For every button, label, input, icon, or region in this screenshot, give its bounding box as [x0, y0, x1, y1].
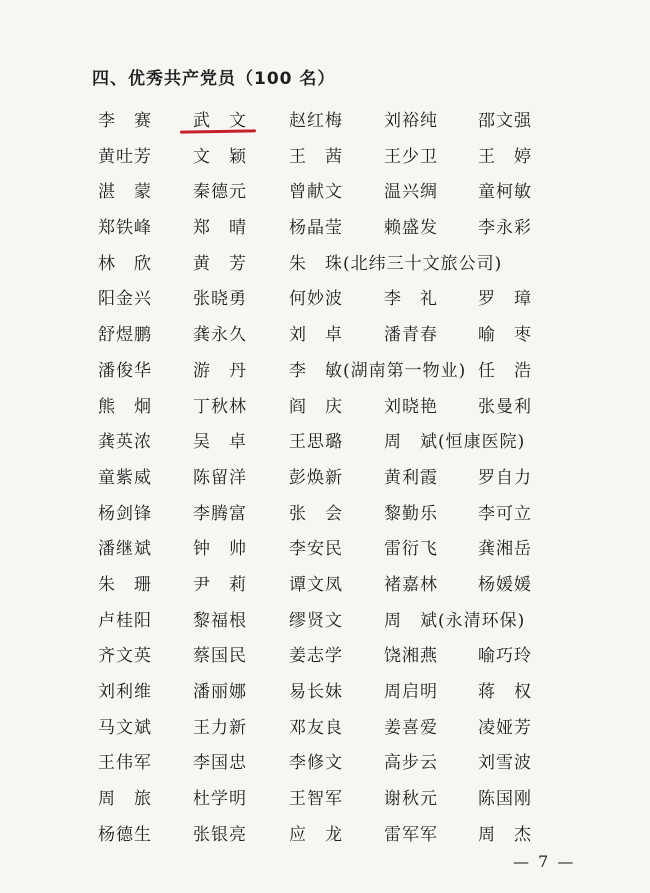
member-name: 王思璐 [289, 432, 343, 453]
member-name: 阳金兴 [98, 289, 152, 310]
member-name: 潘丽娜 [193, 682, 247, 702]
name-row [0, 814, 650, 850]
member-name: 谭文凤 [289, 574, 343, 595]
name-row [0, 707, 650, 743]
member-name: 赖盛发 [384, 218, 438, 239]
member-name: 童柯敏 [478, 182, 532, 203]
member-name: 温兴绸 [384, 182, 438, 203]
member-name: 任 浩 [478, 360, 532, 381]
member-name: 杨晶莹 [289, 218, 343, 239]
name-row [0, 171, 650, 207]
name-row [0, 421, 650, 457]
member-name: 黄吐芳 [98, 146, 152, 167]
member-name: 周 斌(永清环保) [384, 610, 526, 631]
member-name: 何妙波 [289, 289, 343, 310]
member-name: 龚永久 [193, 325, 247, 346]
member-name: 彭焕新 [289, 467, 343, 488]
member-name: 赵红梅 [289, 111, 343, 131]
name-row [0, 671, 650, 707]
member-name: 应 龙 [289, 824, 343, 845]
member-name: 雷军军 [384, 824, 438, 845]
name-row [0, 778, 650, 814]
member-name: 谢秋元 [384, 789, 438, 810]
member-name: 曾献文 [289, 182, 343, 203]
member-name: 刘 卓 [289, 325, 343, 346]
member-name: 李国忠 [193, 753, 247, 774]
member-name: 潘俊华 [98, 360, 152, 381]
member-name: 雷衍飞 [384, 539, 438, 560]
member-name: 熊 炯 [98, 396, 152, 417]
member-name: 缪贤文 [289, 610, 343, 631]
name-row [0, 100, 650, 136]
member-name: 郑 晴 [193, 218, 247, 239]
member-name: 喻巧玲 [478, 646, 532, 667]
member-name: 杜学明 [193, 789, 247, 810]
member-name: 黄 芳 [193, 253, 247, 274]
member-name: 潘青春 [384, 325, 438, 346]
member-name: 周启明 [384, 682, 438, 702]
member-name: 郑铁峰 [98, 218, 152, 239]
member-name: 易长妹 [289, 682, 343, 702]
member-name: 潘继斌 [98, 539, 152, 560]
member-name: 王 婷 [478, 146, 532, 167]
page-number: — 7 — [513, 852, 576, 871]
member-name: 卢桂阳 [98, 610, 152, 631]
section-heading: 四、优秀共产党员（100 名） [92, 69, 336, 89]
member-name: 刘晓艳 [384, 396, 438, 417]
member-name: 王力新 [193, 717, 247, 738]
member-name: 褚嘉林 [384, 574, 438, 595]
name-row [0, 243, 650, 279]
name-row [0, 600, 650, 636]
member-name: 龚湘岳 [478, 539, 532, 560]
name-row [0, 564, 650, 600]
member-name: 李 赛 [98, 111, 152, 131]
member-name: 钟 帅 [193, 539, 247, 560]
member-name: 龚英浓 [98, 432, 152, 453]
member-name: 李 礼 [384, 289, 438, 310]
member-name: 李腾富 [193, 503, 247, 524]
member-name: 文 颖 [193, 146, 247, 167]
member-name: 姜志学 [289, 646, 343, 667]
name-row [0, 386, 650, 422]
member-name: 张 会 [289, 503, 343, 524]
member-name: 罗自力 [478, 467, 532, 488]
member-name: 姜喜爱 [384, 717, 438, 738]
member-name: 周 杰 [478, 824, 532, 845]
member-name: 陈留洋 [193, 467, 247, 488]
member-name: 刘雪波 [478, 753, 532, 774]
member-name: 张曼利 [478, 396, 532, 417]
member-name: 黄利霞 [384, 467, 438, 488]
name-row [0, 635, 650, 671]
member-name: 李 敏(湖南第一物业) [289, 360, 467, 381]
member-name: 武 文 [193, 111, 247, 131]
member-name: 李永彩 [478, 218, 532, 239]
name-row [0, 528, 650, 564]
member-name: 游 丹 [193, 360, 247, 381]
member-name: 邓友良 [289, 717, 343, 738]
member-name: 王伟军 [98, 753, 152, 774]
member-name: 邵文强 [478, 111, 532, 131]
name-row [0, 207, 650, 243]
name-list [0, 100, 650, 849]
name-row [0, 314, 650, 350]
member-name: 黎福根 [193, 610, 247, 631]
member-name: 林 欣 [98, 253, 152, 274]
member-name: 马文斌 [98, 717, 152, 738]
name-row [0, 742, 650, 778]
member-name: 杨剑锋 [98, 503, 152, 524]
member-name: 王 茜 [289, 146, 343, 167]
member-name: 王智军 [289, 789, 343, 810]
member-name: 张晓勇 [193, 289, 247, 310]
member-name: 李安民 [289, 539, 343, 560]
member-name: 李修文 [289, 753, 343, 774]
member-name: 蔡国民 [193, 646, 247, 667]
member-name: 周 旅 [98, 789, 152, 810]
name-row [0, 350, 650, 386]
member-name: 舒煜鹏 [98, 325, 152, 346]
member-name: 陈国刚 [478, 789, 532, 810]
name-row [0, 278, 650, 314]
member-name: 蒋 权 [478, 682, 532, 702]
member-name: 罗 璋 [478, 289, 532, 310]
member-name: 齐文英 [98, 646, 152, 667]
member-name: 杨德生 [98, 824, 152, 845]
member-name: 刘利维 [98, 682, 152, 702]
member-name: 秦德元 [193, 182, 247, 203]
member-name: 周 斌(恒康医院) [384, 432, 526, 453]
member-name: 湛 蒙 [98, 182, 152, 203]
member-name: 丁秋林 [193, 396, 247, 417]
member-name: 尹 莉 [193, 574, 247, 595]
member-name: 王少卫 [384, 146, 438, 167]
member-name: 刘裕纯 [384, 111, 438, 131]
member-name: 喻 枣 [478, 325, 532, 346]
member-name: 杨媛媛 [478, 574, 532, 595]
member-name: 朱 珠(北纬三十文旅公司) [289, 253, 503, 274]
name-row [0, 457, 650, 493]
member-name: 黎勤乐 [384, 503, 438, 524]
member-name: 童紫威 [98, 467, 152, 488]
member-name: 饶湘燕 [384, 646, 438, 667]
member-name: 李可立 [478, 503, 532, 524]
member-name: 高步云 [384, 753, 438, 774]
name-row [0, 136, 650, 172]
member-name: 张银亮 [193, 824, 247, 845]
member-name: 吴 卓 [193, 432, 247, 453]
member-name: 阎 庆 [289, 396, 343, 417]
name-row [0, 493, 650, 529]
member-name: 朱 珊 [98, 574, 152, 595]
member-name: 凌娅芳 [478, 717, 532, 738]
